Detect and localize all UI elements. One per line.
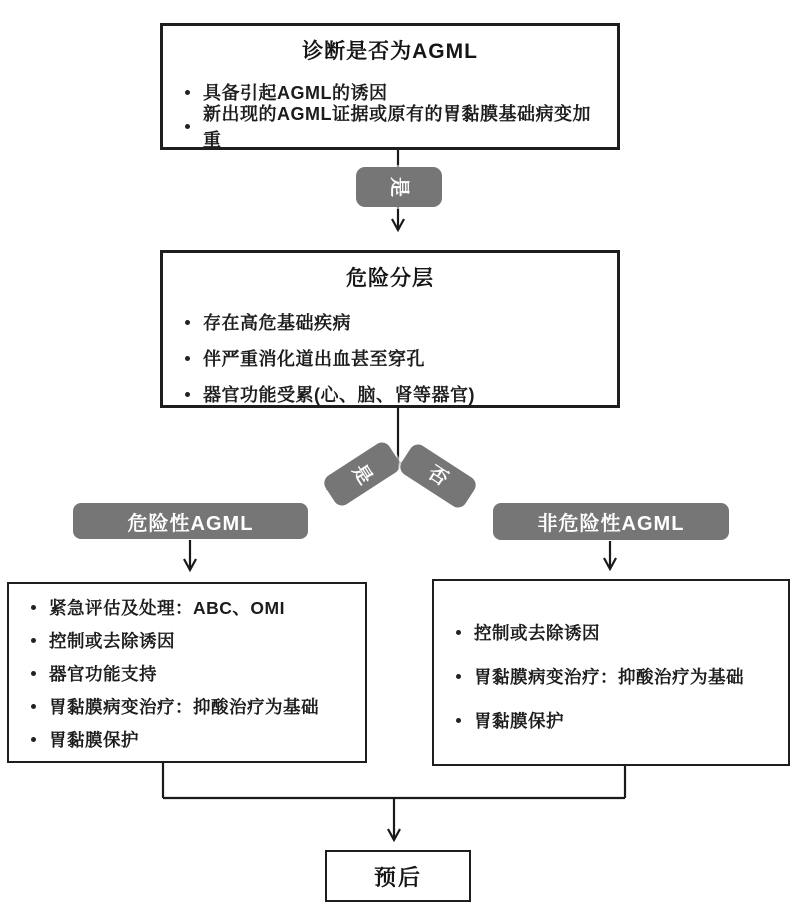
bullet-dot-icon [31,638,36,643]
bullet-dot-icon [31,671,36,676]
bullet-dot-icon [456,630,461,635]
bullet-dot-icon [456,718,461,723]
bullet-dot-icon [185,392,190,397]
diagnosis-title: 诊断是否为AGML [302,40,478,63]
non-dangerous-header-label: 非危险性AGML [537,513,685,535]
list-item [31,723,355,756]
bullet-text: 存在高危基础疾病 [203,313,351,333]
gate-yes-badge [356,167,442,207]
non-dangerous-box [432,579,790,766]
bullet-text: 胃黏膜病变治疗：抑酸治疗为基础 [49,697,319,717]
risk-box [160,250,620,408]
bullet-dot-icon [31,704,36,709]
bullet-dot-icon [185,124,190,129]
bullet-dot-icon [31,737,36,742]
list-item [185,104,607,150]
bullet-text: 胃黏膜保护 [474,710,564,731]
diagnosis-bullet-list [163,75,617,150]
list-item [31,624,355,657]
bullet-text: 器官功能支持 [49,664,157,684]
bullet-text: 胃黏膜病变治疗：抑酸治疗为基础 [474,666,744,687]
bullet-dot-icon [456,674,461,679]
dangerous-header [73,503,308,539]
bullet-text: 紧急评估及处理：ABC、OMI [49,598,285,618]
non-dangerous-bullet-list [434,610,788,742]
branch-yes-label: 是 [348,460,376,488]
list-item [185,340,607,376]
gate-yes-label: 是 [388,177,410,197]
list-item [185,304,607,340]
bullet-text: 具备引起AGML的诱因 [203,83,388,103]
dangerous-bullet-list [9,591,365,756]
bullet-text: 新出现的AGML证据或原有的胃黏膜基础病变加重 [203,104,591,150]
list-item [456,698,778,742]
bullet-text: 伴严重消化道出血甚至穿孔 [203,349,425,369]
list-item [456,610,778,654]
list-item [31,657,355,690]
list-item [31,690,355,723]
dangerous-header-label: 危险性AGML [127,512,254,535]
bullet-text: 控制或去除诱因 [49,631,175,651]
outcome-label: 预后 [373,864,422,890]
list-item [456,654,778,698]
bullet-dot-icon [185,320,190,325]
risk-title: 危险分层 [346,267,434,290]
risk-bullet-list [163,304,617,412]
bullet-dot-icon [31,605,36,610]
list-item [185,376,607,412]
bullet-text: 胃黏膜保护 [49,730,139,750]
bullet-text: 控制或去除诱因 [474,622,600,643]
bullet-dot-icon [185,90,190,95]
outcome-box [325,850,471,902]
list-item [31,591,355,624]
branch-no-label: 否 [424,462,452,490]
non-dangerous-header [493,503,729,540]
diagnosis-box [160,23,620,150]
dangerous-box [7,582,367,763]
bullet-dot-icon [185,356,190,361]
bullet-text: 器官功能受累(心、脑、肾等器官) [203,385,475,405]
